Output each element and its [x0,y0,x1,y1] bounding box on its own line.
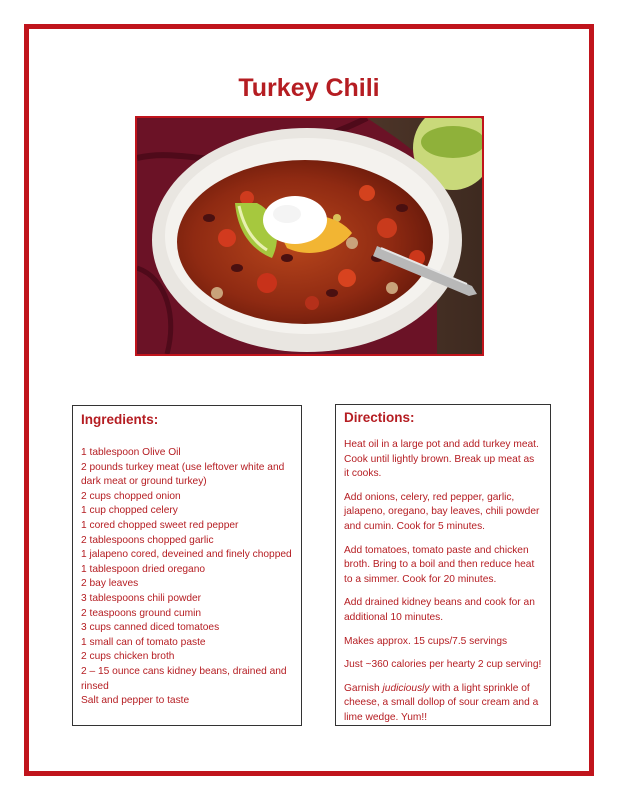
chili-bowl-illustration [137,118,482,354]
chili-photo [135,116,484,356]
ingredient-item: 2 teaspoons ground cumin [81,607,202,619]
ingredient-item: 1 cored chopped sweet red pepper [81,519,239,531]
directions-heading: Directions: [344,410,415,425]
ingredients-panel [72,405,302,726]
ingredient-item: 2 cups chopped onion [81,490,181,502]
ingredient-item: Salt and pepper to taste [81,695,190,707]
garnish-emphasis: judiciously [382,682,430,694]
ingredients-list [81,446,293,709]
recipe-title: Turkey Chili [238,74,380,102]
ingredient-item: 2 bay leaves [81,578,139,590]
garnish-text-end: with a light sprinkle of cheese, a small dollop of sour cream and a lime wedge. Yum!! [344,682,539,723]
calories-note: Just ~360 calories per hearty 2 cup serving! [344,659,542,671]
directions-panel [335,404,551,726]
ingredient-item: 2 cups chicken broth [81,651,175,663]
ingredient-item: 3 tablespoons chili powder [81,592,202,604]
garnish-text-start: Garnish [344,682,383,694]
ingredient-item: 1 tablespoon Olive Oil [81,447,181,458]
ingredient-item: 1 cup chopped celery [81,505,178,517]
direction-step: Heat oil in a large pot and add turkey meat. Cook until lightly brown. Break up meat as it cooks. [344,439,539,480]
ingredient-item: 1 tablespoon dried oregano [81,563,206,575]
ingredient-item: 3 cups canned diced tomatoes [81,622,220,634]
direction-step: Add drained kidney beans and cook for an additional 10 minutes. [344,597,535,623]
servings-note: Makes approx. 15 cups/7.5 servings [344,635,508,647]
ingredient-item: 2 pounds turkey meat (use leftover white and dark meat or ground turkey) [81,461,285,488]
garnish-note [344,682,542,726]
ingredient-item: 1 jalapeno cored, deveined and finely chopped [81,549,292,561]
ingredients-heading: Ingredients: [81,412,159,427]
ingredient-item: 1 small can of tomato paste [81,636,206,648]
ingredient-item: 2 tablespoons chopped garlic [81,534,214,546]
direction-step: Add tomatoes, tomato paste and chicken broth. Bring to a boil and then reduce heat to a simmer. Cook for 20 minutes. [344,544,535,585]
ingredient-item: 2 – 15 ounce cans kidney beans, drained and rinsed [81,665,287,692]
direction-step: Add onions, celery, red pepper, garlic, jalapeno, oregano, bay leaves, chili powder and cumin. Cook for 5 minutes. [344,491,540,532]
